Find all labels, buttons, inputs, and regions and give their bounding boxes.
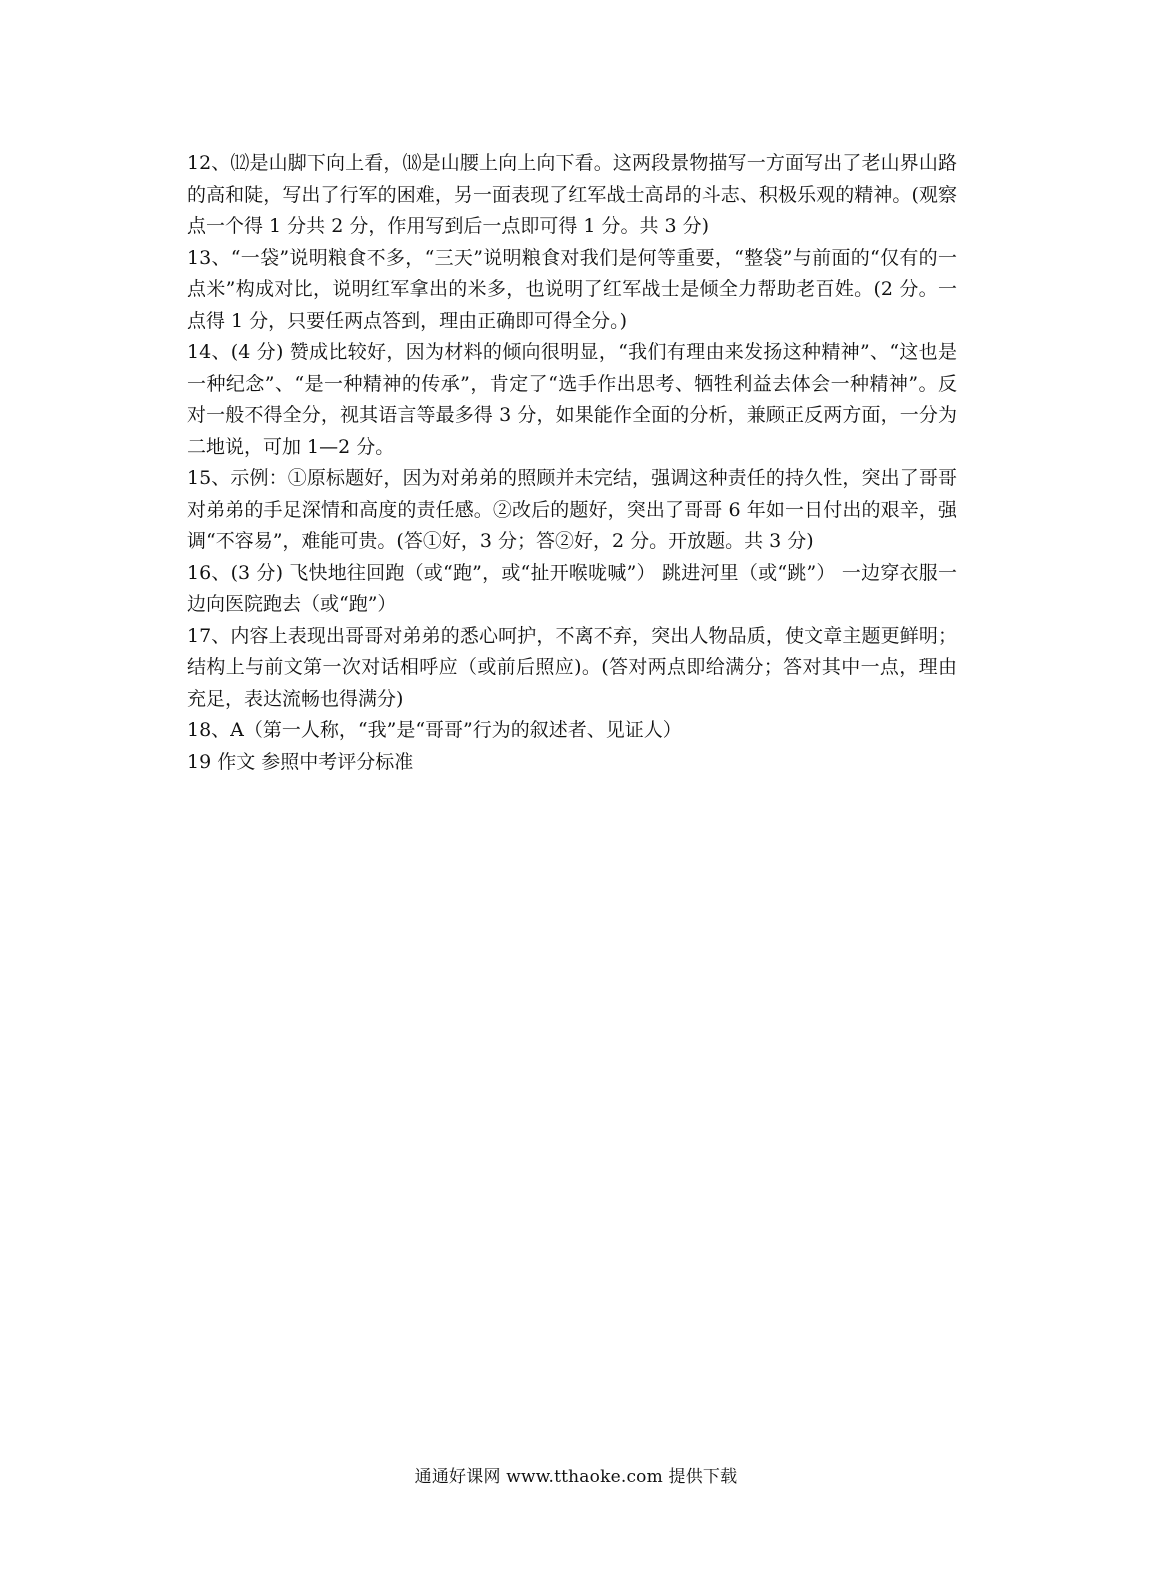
page-footer: 通通好课网 www.tthaoke.com 提供下载 bbox=[414, 1467, 738, 1487]
answer-15: 15、示例：①原标题好，因为对弟弟的照顾并未完结，强调这种责任的持久性，突出了哥哥对弟弟的手足深情和高度的责任感。②改后的题好，突出了哥哥 6 年如一日付出的艰辛，强调“不容易”，难能可贵。(答①好，3 分；答②好，2 分。开放题。共 3 分) bbox=[187, 467, 957, 552]
answer-17: 17、内容上表现出哥哥对弟弟的悉心呵护，不离不弃，突出人物品质，使文章主题更鲜明；结构上与前文第一次对话相呼应（或前后照应)。(答对两点即给满分；答对其中一点，理由充足，表达流畅也得满分) bbox=[187, 624, 957, 710]
answer-13: 13、“一袋”说明粮食不多，“三天”说明粮食对我们是何等重要，“整袋”与前面的“仅有的一点米”构成对比，说明红军拿出的米多，也说明了红军战士是倾全力帮助老百姓。(2 分。一点得 1 分，只要任两点答到，理由正确即可得全分。) bbox=[187, 246, 957, 332]
answer-14: 14、(4 分) 赞成比较好，因为材料的倾向很明显，“我们有理由来发扬这种精神”、“这也是一种纪念”、“是一种精神的传承”，肯定了“选手作出思考、牺牲利益去体会一种精神”。反对一般不得全分，视其语言等最多得 3 分，如果能作全面的分析，兼顾正反两方面，一分为二地说，可加 1—2 分。 bbox=[187, 341, 957, 458]
answer-16: 16、(3 分) 飞快地往回跑（或“跑”，或“扯开喉咙喊”） 跳进河里（或“跳”） 一边穿衣服一边向医院跑去（或“跑”） bbox=[187, 561, 957, 615]
answer-19: 19 作文 参照中考评分标准 bbox=[187, 750, 414, 773]
answer-18: 18、A（第一人称，“我”是“哥哥”行为的叙述者、见证人） bbox=[187, 719, 682, 741]
answer-key bbox=[187, 148, 957, 778]
answer-12: 12、⑿是山脚下向上看，⒅是山腰上向上向下看。这两段景物描写一方面写出了老山界山路的高和陡，写出了行军的困难，另一面表现了红军战士高昂的斗志、积极乐观的精神。(观察点一个得 1 分共 2 分，作用写到后一点即可得 1 分。共 3 分) bbox=[187, 152, 957, 237]
